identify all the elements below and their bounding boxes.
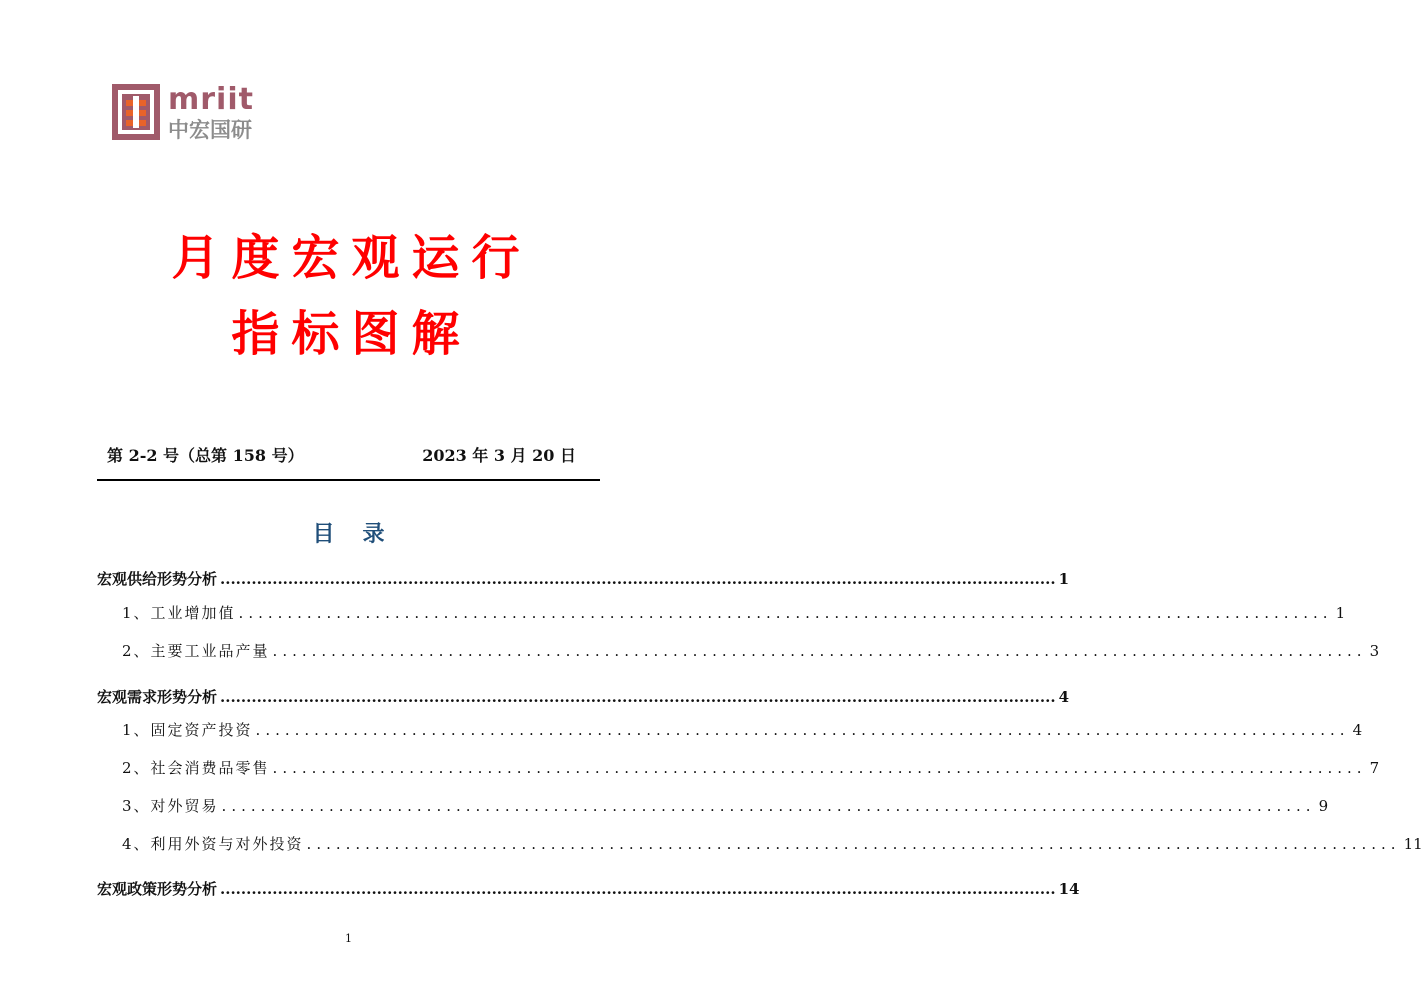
toc-entry-label: 2、主要工业品产量 <box>122 642 270 660</box>
logo <box>112 84 262 144</box>
toc-entry-label: 1、固定资产投资 <box>122 721 253 739</box>
toc-entry-page: 1 <box>1058 570 1069 588</box>
toc-entry-page: 11 <box>1403 835 1423 853</box>
toc-entry-page: 9 <box>1318 797 1329 815</box>
toc-leader: ................................................................................................................ <box>255 721 1350 739</box>
toc-leader: ................................................................................................................ <box>221 797 1316 815</box>
header-divider <box>97 479 600 481</box>
toc-leader: ................................................................................................................ <box>238 604 1333 622</box>
logo-text-en: mriit <box>168 82 254 117</box>
logo-text-cn: 中宏国研 <box>168 118 252 142</box>
toc-entry[interactable] <box>122 756 1380 780</box>
toc-entry[interactable] <box>97 567 1069 591</box>
toc-entry-page: 14 <box>1058 880 1080 898</box>
toc-entry-label: 3、对外贸易 <box>122 797 219 815</box>
report-title-line1: 月度宏观运行 <box>171 230 532 286</box>
toc-entry[interactable] <box>122 639 1380 663</box>
page-number: 1 <box>345 932 352 945</box>
report-title-line2: 指标图解 <box>231 306 472 362</box>
toc-leader: ................................................................................................................................................................ <box>220 688 1056 706</box>
logo-mark-icon <box>112 84 160 140</box>
toc-entry-label: 宏观需求形势分析 <box>97 688 218 706</box>
toc-entry-page: 4 <box>1352 721 1363 739</box>
toc-entry-label: 宏观政策形势分析 <box>97 880 218 898</box>
toc-entry[interactable] <box>122 832 1423 856</box>
toc-entry[interactable] <box>97 877 1080 901</box>
toc-leader: ................................................................................................................ <box>306 835 1401 853</box>
toc-entry-page: 4 <box>1058 688 1069 706</box>
toc-entry-label: 4、利用外资与对外投资 <box>122 835 304 853</box>
toc-entry-label: 宏观供给形势分析 <box>97 570 218 588</box>
toc-entry[interactable] <box>97 685 1069 709</box>
toc-entry-page: 3 <box>1369 642 1380 660</box>
toc-leader: ................................................................................................................ <box>272 642 1367 660</box>
toc-entry[interactable] <box>122 601 1346 625</box>
issue-info <box>97 444 600 468</box>
toc-leader: ................................................................................................................ <box>272 759 1367 777</box>
issue-number: 第 2-2 号（总第 158 号） <box>107 446 304 465</box>
toc-entry-page: 7 <box>1369 759 1380 777</box>
toc-entry[interactable] <box>122 718 1363 742</box>
toc-entry-page: 1 <box>1335 604 1346 622</box>
toc-heading: 目录 <box>312 521 413 547</box>
toc-leader: ................................................................................................................................................................ <box>220 570 1056 588</box>
toc-entry-label: 1、工业增加值 <box>122 604 236 622</box>
toc-entry[interactable] <box>122 794 1329 818</box>
toc-leader: ................................................................................................................................................................ <box>220 880 1056 898</box>
issue-date: 2023 年 3 月 20 日 <box>422 446 576 465</box>
toc-entry-label: 2、社会消费品零售 <box>122 759 270 777</box>
